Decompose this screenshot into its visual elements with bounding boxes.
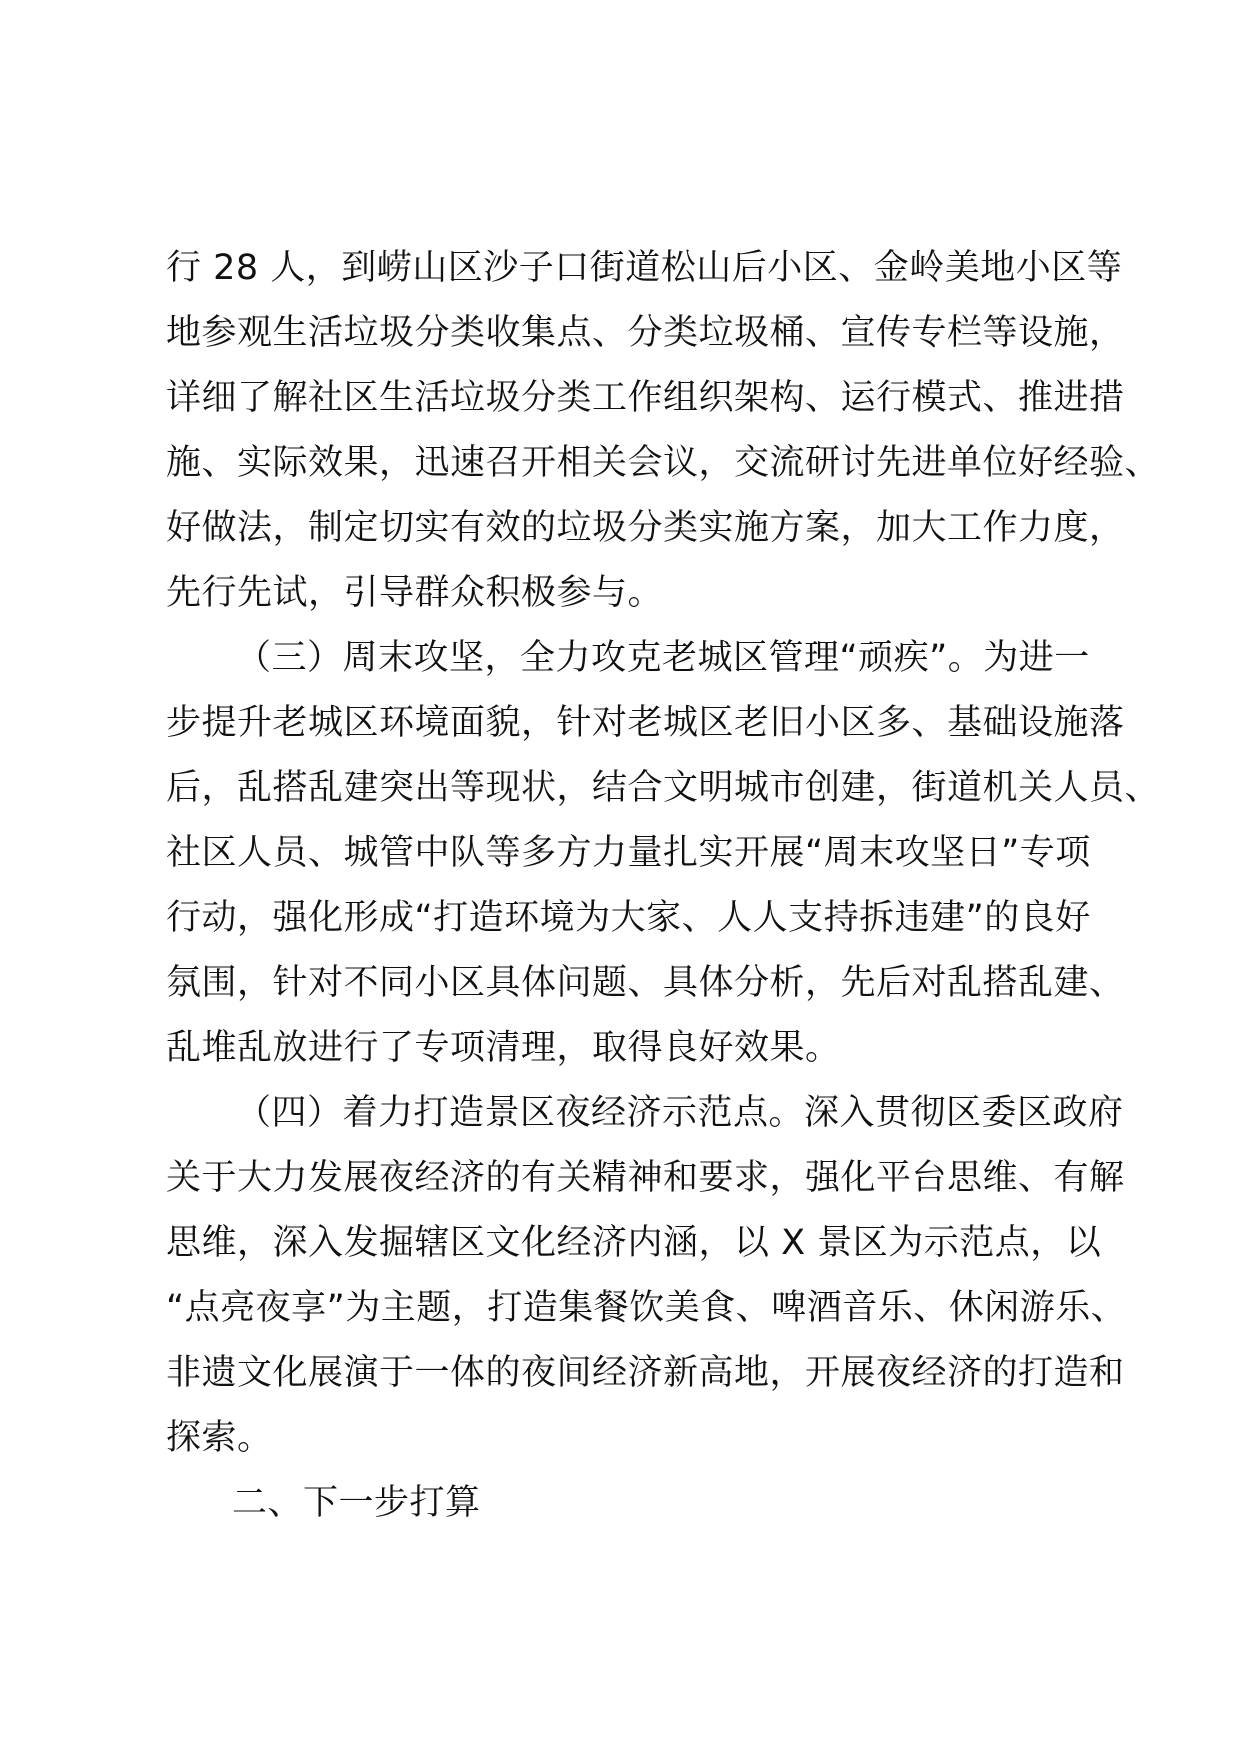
paragraph-line: 社区人员、城管中队等多方力量扎实开展“周末攻坚日”专项 (166, 833, 1091, 873)
paragraph-line: 行动，强化形成“打造环境为大家、人人支持拆违建”的良好 (166, 898, 1091, 938)
paragraph-3 (166, 1081, 1127, 1471)
paragraph-line: “点亮夜享”为主题，打造集餐饮美食、啤酒音乐、休闲游乐、 (166, 1288, 1127, 1328)
paragraph-line: 非遗文化展演于一体的夜间经济新高地，开展夜经济的打造和 (166, 1353, 1125, 1393)
paragraph-line: 详细了解社区生活垃圾分类工作组织架构、运行模式、推进措 (166, 378, 1125, 418)
paragraph-line: （三）周末攻坚，全力攻克老城区管理“顽疾”。为进一 (236, 638, 1090, 678)
paragraph-line: 行 28 人，到崂山区沙子口街道松山后小区、金岭美地小区等 (166, 248, 1123, 288)
paragraph-line: 关于大力发展夜经济的有关精神和要求，强化平台思维、有解 (166, 1158, 1125, 1198)
paragraph-line: 先行先试，引导群众积极参与。 (166, 573, 664, 613)
section-heading: 二、下一步打算 (232, 1483, 481, 1523)
paragraph-line: 施、实际效果，迅速召开相关会议，交流研讨先进单位好经验、 (166, 443, 1161, 483)
paragraph-line: （四）着力打造景区夜经济示范点。深入贯彻区委区政府 (236, 1093, 1124, 1133)
paragraph-line: 探索。 (166, 1418, 273, 1458)
paragraph-line: 思维，深入发掘辖区文化经济内涵，以 X 景区为示范点，以 (166, 1223, 1102, 1263)
paragraph-line: 乱堆乱放进行了专项清理，取得良好效果。 (166, 1028, 841, 1068)
paragraph-2 (166, 626, 1161, 1081)
paragraph-line: 好做法，制定切实有效的垃圾分类实施方案，加大工作力度， (166, 508, 1125, 548)
paragraph-1 (166, 236, 1161, 626)
paragraph-line: 地参观生活垃圾分类收集点、分类垃圾桶、宣传专栏等设施， (166, 313, 1125, 353)
paragraph-line: 氛围，针对不同小区具体问题、具体分析，先后对乱搭乱建、 (166, 963, 1125, 1003)
paragraph-line: 后，乱搭乱建突出等现状，结合文明城市创建，街道机关人员、 (166, 768, 1161, 808)
document-body (166, 236, 1161, 1536)
paragraph-line: 步提升老城区环境面貌，针对老城区老旧小区多、基础设施落 (166, 703, 1125, 743)
